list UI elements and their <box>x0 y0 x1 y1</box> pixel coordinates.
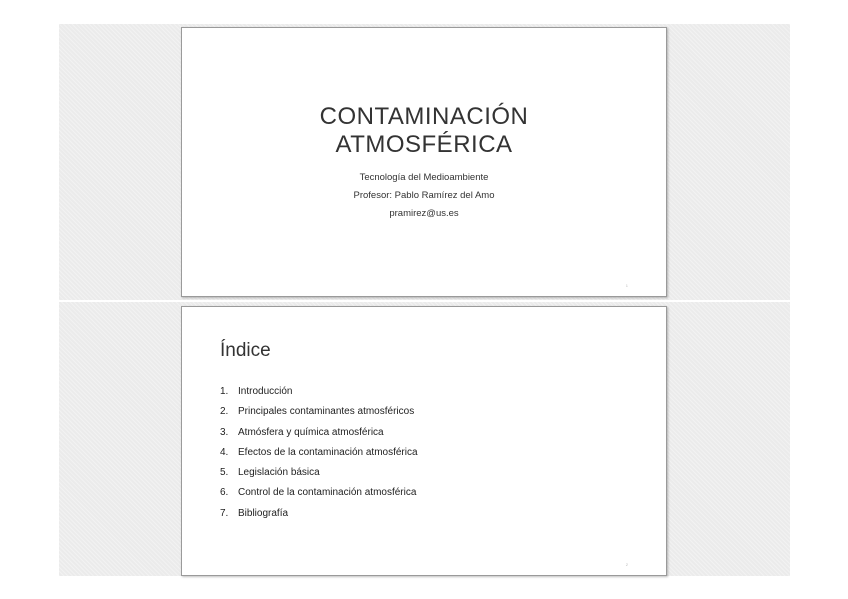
index-item-number: 3. <box>220 426 229 438</box>
index-item <box>220 382 418 402</box>
index-title: Índice <box>220 340 271 361</box>
subject-text: Tecnología del Medioambiente <box>359 172 489 183</box>
slide-index[interactable] <box>181 306 667 576</box>
email-text: pramirez@us.es <box>389 208 459 219</box>
index-item-number: 5. <box>220 467 229 479</box>
index-item-number: 7. <box>220 507 229 519</box>
page-row-2 <box>59 300 790 578</box>
index-item-text: Legislación básica <box>238 467 320 479</box>
index-item-text: Introducción <box>238 386 293 397</box>
slide-main-title-line2: ATMOSFÉRICA <box>335 131 513 158</box>
slide-number: 2 <box>625 562 628 567</box>
index-item-number: 6. <box>220 487 229 499</box>
index-item <box>220 423 418 443</box>
index-item-number: 2. <box>220 406 229 418</box>
index-item <box>220 463 418 483</box>
index-item-text: Control de la contaminación atmosférica <box>238 487 417 499</box>
index-item <box>220 483 418 503</box>
title-block <box>182 103 666 223</box>
index-list <box>220 382 418 524</box>
index-item <box>220 443 418 463</box>
slide-main-title-line1: CONTAMINACIÓN <box>319 103 529 130</box>
slide-title[interactable] <box>181 27 667 297</box>
index-item <box>220 504 418 524</box>
index-item-text: Bibliografía <box>238 507 289 519</box>
index-item-text: Atmósfera y química atmosférica <box>238 426 384 438</box>
index-item <box>220 402 418 422</box>
index-item-number: 4. <box>220 446 229 458</box>
professor-text: Profesor: Pablo Ramírez del Amo <box>353 190 495 201</box>
index-item-text: Efectos de la contaminación atmosférica <box>238 446 418 458</box>
page-row-1 <box>59 24 790 300</box>
index-item-number: 1. <box>220 386 229 397</box>
index-item-text: Principales contaminantes atmosféricos <box>238 406 415 418</box>
document-viewer[interactable] <box>59 24 790 576</box>
slide-number: 1 <box>625 283 628 288</box>
